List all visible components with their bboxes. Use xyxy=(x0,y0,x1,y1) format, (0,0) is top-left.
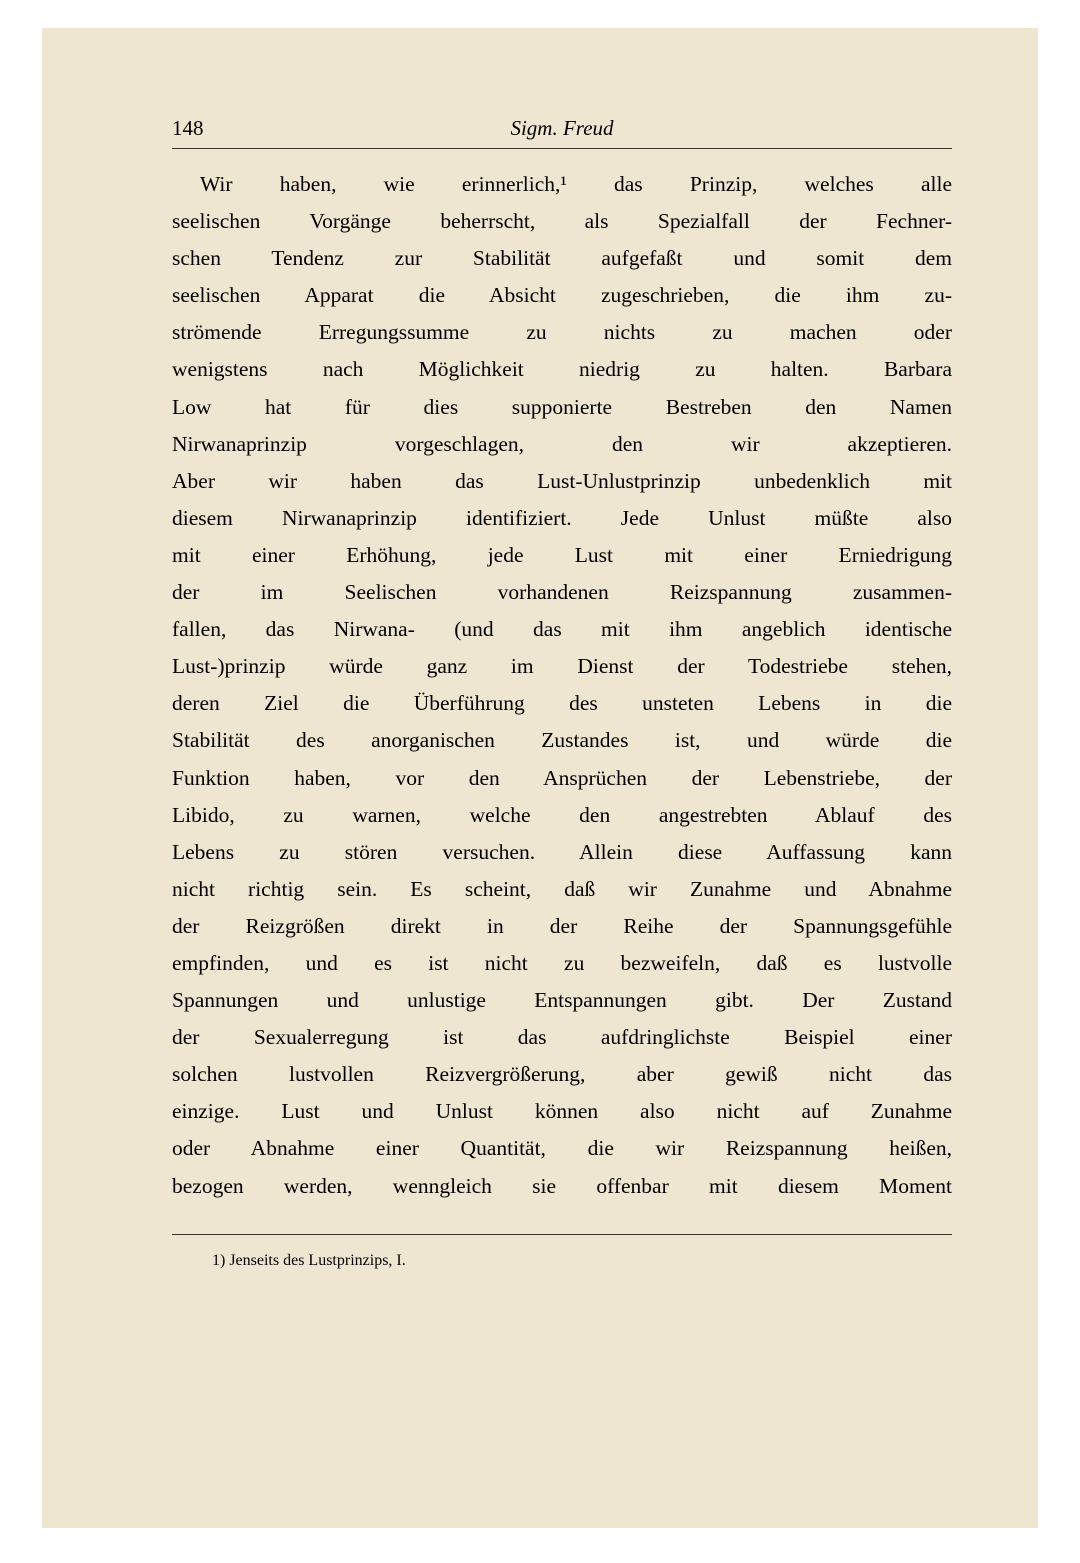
text-line: Spannungen und unlustige Entspannungen gibt. Der Zustand xyxy=(172,988,952,1013)
text-line: oder Abnahme einer Quantität, die wir Reizspannung heißen, xyxy=(172,1136,952,1161)
text-line: fallen, das Nirwana- (und das mit ihm angeblich identische xyxy=(172,617,952,642)
text-line: Aber wir haben das Lust-Unlustprinzip unbedenklich mit xyxy=(172,468,952,493)
text-line: Funktion haben, vor den Ansprüchen der Lebenstriebe, der xyxy=(172,765,952,790)
text-line: strömende Erregungssumme zu nichts zu machen oder xyxy=(172,320,952,345)
text-line: bezogen werden, wenngleich sie offenbar mit diesem Moment xyxy=(172,1173,952,1198)
text-line: Libido, zu warnen, welche den angestrebten Ablauf des xyxy=(172,802,952,827)
text-line: schen Tendenz zur Stabilität aufgefaßt und somit dem xyxy=(172,246,952,271)
text-line: mit einer Erhöhung, jede Lust mit einer Erniedrigung xyxy=(172,542,952,567)
running-head: Sigm. Freud xyxy=(510,116,614,140)
text-line: Wir haben, wie erinnerlich,¹ das Prinzip, welches alle xyxy=(200,172,952,196)
body-text xyxy=(172,166,952,1205)
text-line: seelischen Apparat die Absicht zugeschrieben, die ihm zu- xyxy=(172,283,952,308)
page-number: 148 xyxy=(172,116,204,140)
text-line: deren Ziel die Überführung des unsteten Lebens in die xyxy=(172,691,952,716)
text-line: solchen lustvollen Reizvergrößerung, aber gewiß nicht das xyxy=(172,1062,952,1087)
text-line: nicht richtig sein. Es scheint, daß wir Zunahme und Abnahme xyxy=(172,876,952,901)
header-divider xyxy=(172,148,952,149)
page-header xyxy=(172,116,952,146)
text-line: diesem Nirwanaprinzip identifiziert. Jede Unlust müßte also xyxy=(172,505,952,530)
text-line: Lust-)prinzip würde ganz im Dienst der Todestriebe stehen, xyxy=(172,654,952,679)
text-line: wenigstens nach Möglichkeit niedrig zu halten. Barbara xyxy=(172,357,952,382)
text-line: Nirwanaprinzip vorgeschlagen, den wir akzeptieren. xyxy=(172,431,952,456)
text-line: Lebens zu stören versuchen. Allein diese Auffassung kann xyxy=(172,839,952,864)
text-line: seelischen Vorgänge beherrscht, als Spezialfall der Fechner- xyxy=(172,209,952,234)
footnote: 1) Jenseits des Lustprinzips, I. xyxy=(212,1252,406,1269)
text-line: empfinden, und es ist nicht zu bezweifeln, daß es lustvolle xyxy=(172,950,952,975)
text-line: der im Seelischen vorhandenen Reizspannung zusammen- xyxy=(172,580,952,605)
footnote-divider xyxy=(172,1234,952,1235)
text-line: Stabilität des anorganischen Zustandes ist, und würde die xyxy=(172,728,952,753)
text-line: einzige. Lust und Unlust können also nicht auf Zunahme xyxy=(172,1099,952,1124)
text-line: der Sexualerregung ist das aufdringlichste Beispiel einer xyxy=(172,1025,952,1050)
text-line: Low hat für dies supponierte Bestreben den Namen xyxy=(172,394,952,419)
text-line: der Reizgrößen direkt in der Reihe der Spannungsgefühle xyxy=(172,913,952,938)
